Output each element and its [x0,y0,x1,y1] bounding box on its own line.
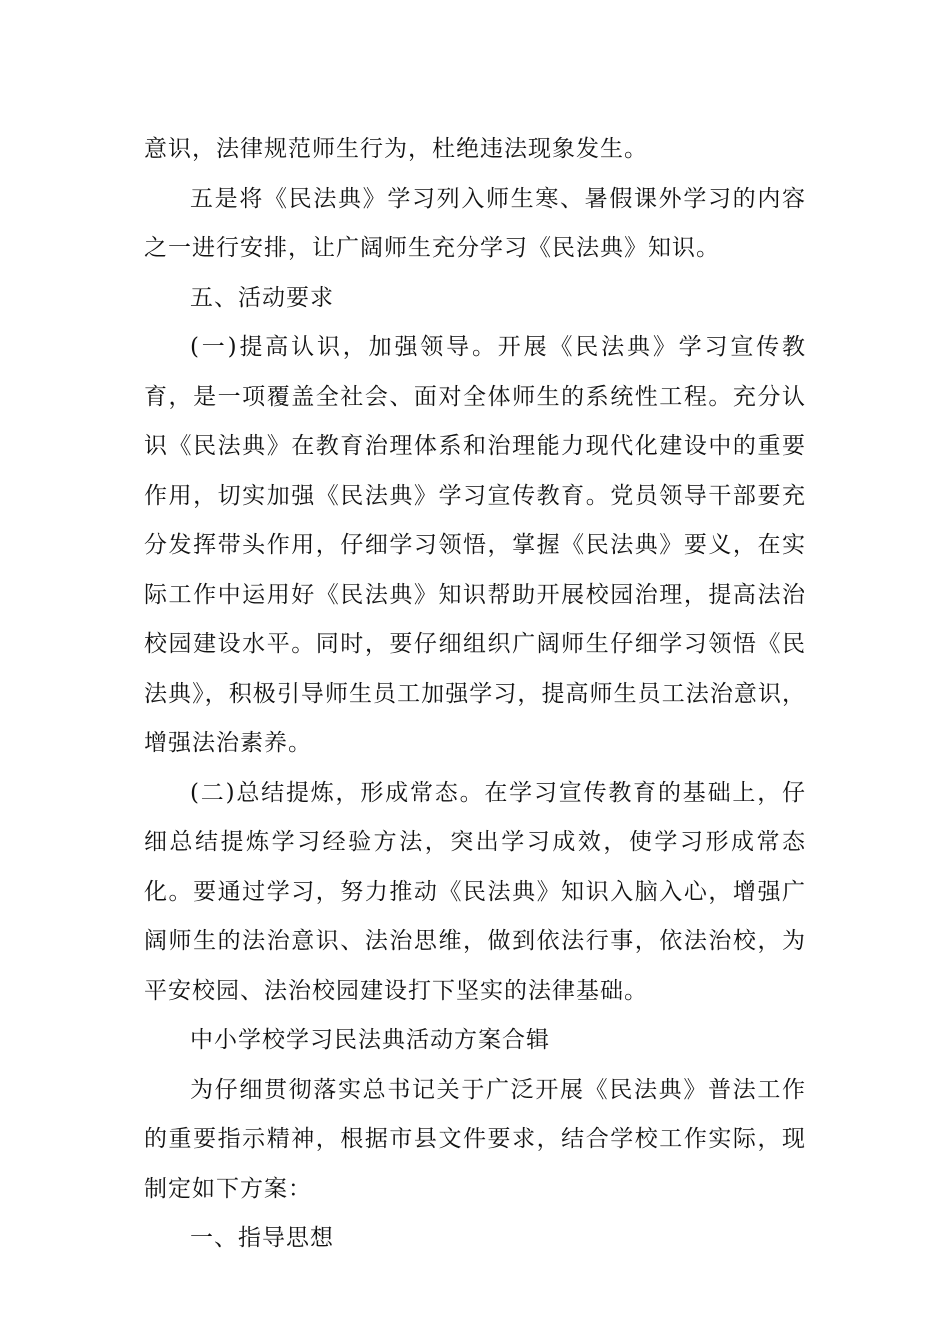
section-heading-activity-requirements: 五、活动要求 [190,284,334,311]
document-title: 中小学校学习民法典活动方案合辑 [190,1027,550,1053]
paragraph-continuation: 意识，法律规范师生行为，杜绝违法现象发生。 [144,136,648,162]
paragraph-item-five: 五是将《民法典》学习列入师生寒、暑假课外学习的内容之一进行安排，让广阔师生充分学习《民法典》知识。 [144,185,806,261]
paragraph-requirement-two: (二)总结提炼，形成常态。在学习宣传教育的基础上，仔细总结提炼学习经验方法，突出学习成效，使学习形成常态化。要通过学习，努力推动《民法典》知识入脑入心，增强广阔师生的法治意识、法治思维，做到依法行事，依法治校，为平安校园、法治校园建设打下坚实的法律基础。 [144,779,806,1004]
document-body [144,125,806,1264]
section-heading-guiding-ideology: 一、指导思想 [190,1225,334,1251]
paragraph-intro: 为仔细贯彻落实总书记关于广泛开展《民法典》普法工作的重要指示精神，根据市县文件要求，结合学校工作实际，现制定如下方案： [144,1076,806,1202]
paragraph-requirement-one: (一)提高认识，加强领导。开展《民法典》学习宣传教育，是一项覆盖全社会、面对全体师生的系统性工程。充分认识《民法典》在教育治理体系和治理能力现代化建设中的重要作用，切实加强《民法典》学习宣传教育。党员领导干部要充分发挥带头作用，仔细学习领悟，掌握《民法典》要义，在实际工作中运用好《民法典》知识帮助开展校园治理，提高法治校园建设水平。同时，要仔细组织广阔师生仔细学习领悟《民法典》，积极引导师生员工加强学习，提高师生员工法治意识，增强法治素养。 [144,334,806,756]
